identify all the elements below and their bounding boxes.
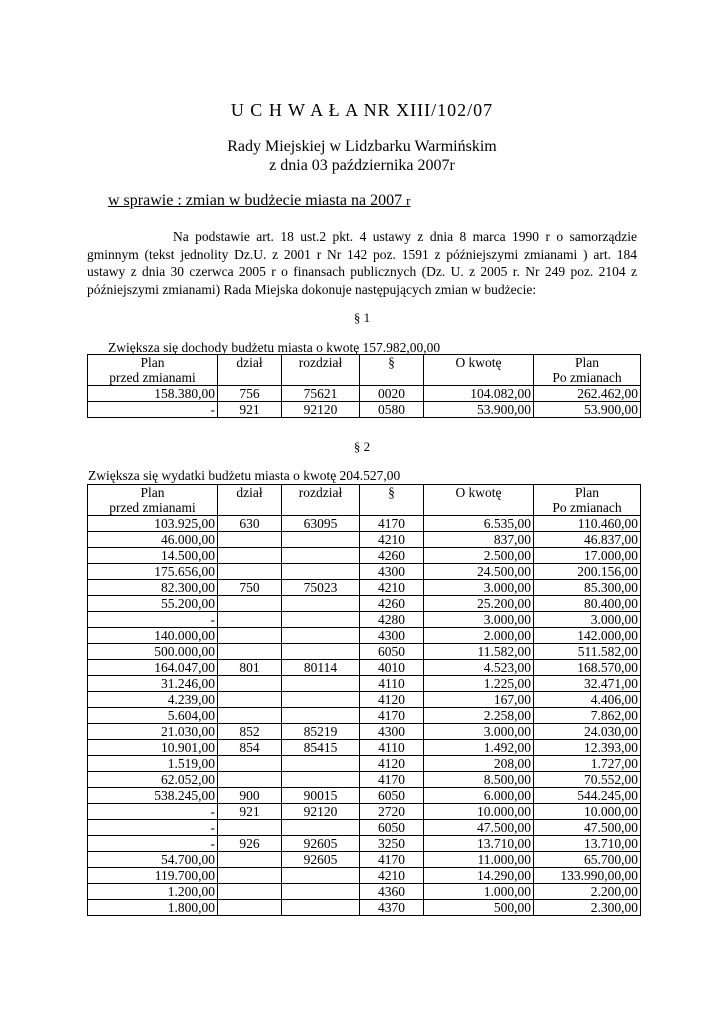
amount-cell: 53.900,00 [424,402,534,418]
plan-before-cell: 54.700,00 [88,852,218,868]
rozdzial-cell [282,628,360,644]
table-row [88,596,641,612]
dzial-cell [218,628,282,644]
table-row [88,692,641,708]
plan-before-cell: - [88,836,218,852]
legal-basis-paragraph: Na podstawie art. 18 ust.2 pkt. 4 ustawy z dnia 8 marca 1990 r o samorządzie gminnym (tekst jednolity Dz.U. z 2001 r Nr 142 poz. 1591 z późniejszymi zmianami ) art. 184 ustawy z dnia 30 czerwca 2005 r o finansach publicznych (Dz. U. z 2005 r. Nr 249 poz. 2104 z późniejszymi zmianami) Rada Miejska dokonuje następujących zmian w budżecie: [87,229,637,297]
amount-cell: 3.000,00 [424,612,534,628]
income-table [87,354,641,418]
plan-after-cell: 80.400,00 [534,596,641,612]
table-row [88,804,641,820]
expenses-table [87,484,641,916]
dzial-cell: 854 [218,740,282,756]
rozdzial-cell [282,612,360,628]
plan-after-cell: 3.000,00 [534,612,641,628]
table-row [88,868,641,884]
table-row [88,756,641,772]
header-plan-after-sub: Po zmianach [534,370,641,386]
amount-cell: 167,00 [424,692,534,708]
plan-before-cell: 1.800,00 [88,900,218,916]
council-name: Rady Miejskiej w Lidzbarku Warmińskim [227,138,497,155]
plan-before-cell: 82.300,00 [88,580,218,596]
dzial-cell: 900 [218,788,282,804]
paragraph-cell: 4170 [360,516,424,532]
header-kwota: O kwotę [424,485,534,501]
paragraph-cell: 4370 [360,900,424,916]
plan-before-cell: - [88,402,218,418]
header-rozdzial: rozdział [282,485,360,501]
paragraph-cell: 4120 [360,756,424,772]
plan-after-cell: 24.030,00 [534,724,641,740]
dzial-cell: 921 [218,402,282,418]
amount-cell: 4.523,00 [424,660,534,676]
paragraph-cell: 4210 [360,580,424,596]
plan-after-cell: 85.300,00 [534,580,641,596]
paragraph-cell: 6050 [360,788,424,804]
rozdzial-cell: 92120 [282,402,360,418]
plan-after-cell: 17.000,00 [534,548,641,564]
plan-before-cell: - [88,820,218,836]
plan-before-cell: 500.000,00 [88,644,218,660]
plan-before-cell: 4.239,00 [88,692,218,708]
paragraph-cell: 3250 [360,836,424,852]
rozdzial-cell [282,596,360,612]
rozdzial-cell [282,676,360,692]
paragraph-cell: 4110 [360,740,424,756]
plan-after-cell: 262.462,00 [534,386,641,402]
table-row [88,788,641,804]
amount-cell: 1.225,00 [424,676,534,692]
plan-before-cell: 103.925,00 [88,516,218,532]
dzial-cell [218,548,282,564]
section-1-heading: § 1 [353,310,371,325]
amount-cell: 2.258,00 [424,708,534,724]
amount-cell: 1.492,00 [424,740,534,756]
income-caption: Zwiększa się dochody budżetu miasta o kwotę 157.982,00,00 [108,340,441,355]
rozdzial-cell: 92120 [282,804,360,820]
plan-before-cell: 10.901,00 [88,740,218,756]
table-row [88,660,641,676]
dzial-cell [218,676,282,692]
table-row [88,724,641,740]
paragraph-cell: 4300 [360,628,424,644]
plan-before-cell: 140.000,00 [88,628,218,644]
plan-after-cell: 53.900,00 [534,402,641,418]
plan-before-cell: - [88,612,218,628]
rozdzial-cell: 90015 [282,788,360,804]
plan-after-cell: 2.300,00 [534,900,641,916]
plan-before-cell: 119.700,00 [88,868,218,884]
amount-cell: 2.500,00 [424,548,534,564]
table-row [88,564,641,580]
dzial-cell: 801 [218,660,282,676]
amount-cell: 14.290,00 [424,868,534,884]
header-plan-sub: przed zmianami [88,500,218,516]
rozdzial-cell: 92605 [282,836,360,852]
paragraph-cell: 4360 [360,884,424,900]
plan-before-cell: 538.245,00 [88,788,218,804]
rozdzial-cell: 92605 [282,852,360,868]
amount-cell: 3.000,00 [424,580,534,596]
amount-cell: 10.000,00 [424,804,534,820]
plan-before-cell: 55.200,00 [88,596,218,612]
plan-after-cell: 12.393,00 [534,740,641,756]
header-kwota: O kwotę [424,355,534,371]
plan-after-cell: 32.471,00 [534,676,641,692]
amount-cell: 11.582,00 [424,644,534,660]
plan-after-cell: 511.582,00 [534,644,641,660]
plan-before-cell: 5.604,00 [88,708,218,724]
plan-after-cell: 200.156,00 [534,564,641,580]
dzial-cell [218,596,282,612]
table-row [88,740,641,756]
table-row [88,836,641,852]
amount-cell: 25.200,00 [424,596,534,612]
dzial-cell [218,612,282,628]
plan-after-cell: 2.200,00 [534,884,641,900]
dzial-cell [218,756,282,772]
plan-after-cell: 1.727,00 [534,756,641,772]
plan-after-cell: 46.837,00 [534,532,641,548]
plan-before-cell: 46.000,00 [88,532,218,548]
amount-cell: 837,00 [424,532,534,548]
amount-cell: 208,00 [424,756,534,772]
amount-cell: 6.535,00 [424,516,534,532]
resolution-subject [108,192,410,210]
dzial-cell [218,532,282,548]
header-plan-after: Plan [534,485,641,501]
paragraph-cell: 0580 [360,402,424,418]
plan-after-cell: 70.552,00 [534,772,641,788]
rozdzial-cell [282,692,360,708]
table-row [88,884,641,900]
plan-before-cell: 14.500,00 [88,548,218,564]
plan-after-cell: 65.700,00 [534,852,641,868]
dzial-cell [218,820,282,836]
rozdzial-cell [282,532,360,548]
dzial-cell [218,708,282,724]
dzial-cell: 630 [218,516,282,532]
plan-before-cell: 164.047,00 [88,660,218,676]
plan-before-cell: 1.519,00 [88,756,218,772]
header-plan-sub: przed zmianami [88,370,218,386]
rozdzial-cell [282,820,360,836]
paragraph-cell: 6050 [360,644,424,660]
paragraph-cell: 4170 [360,852,424,868]
header-rozdzial: rozdział [282,355,360,371]
header-plan: Plan [88,485,218,501]
plan-before-cell: 31.246,00 [88,676,218,692]
paragraph-cell: 0020 [360,386,424,402]
rozdzial-cell: 85219 [282,724,360,740]
amount-cell: 3.000,00 [424,724,534,740]
dzial-cell [218,772,282,788]
table-row [88,548,641,564]
section-2-heading: § 2 [353,439,371,454]
subject-text: w sprawie : zmian w budżecie miasta na 2007 [108,192,403,209]
plan-after-cell: 10.000,00 [534,804,641,820]
resolution-title: U C H W A Ł A NR XIII/102/07 [230,100,494,120]
table-row [88,644,641,660]
plan-after-cell: 544.245,00 [534,788,641,804]
paragraph-cell: 4110 [360,676,424,692]
paragraph-cell: 4300 [360,724,424,740]
amount-cell: 8.500,00 [424,772,534,788]
amount-cell: 24.500,00 [424,564,534,580]
rozdzial-cell: 63095 [282,516,360,532]
expenses-caption: Zwiększa się wydatki budżetu miasta o kwotę 204.527,00 [88,468,401,483]
paragraph-cell: 4260 [360,596,424,612]
table-row [88,852,641,868]
amount-cell: 2.000,00 [424,628,534,644]
plan-before-cell: 1.200,00 [88,884,218,900]
table-row [88,402,641,418]
rozdzial-cell: 75023 [282,580,360,596]
header-dzial: dział [218,355,282,371]
amount-cell: 47.500,00 [424,820,534,836]
table-row [88,708,641,724]
dzial-cell [218,884,282,900]
rozdzial-cell [282,868,360,884]
plan-after-cell: 7.862,00 [534,708,641,724]
plan-after-cell: 168.570,00 [534,660,641,676]
amount-cell: 13.710,00 [424,836,534,852]
amount-cell: 500,00 [424,900,534,916]
plan-after-cell: 13.710,00 [534,836,641,852]
dzial-cell [218,564,282,580]
subject-suffix: r [406,193,411,208]
dzial-cell [218,692,282,708]
paragraph-cell: 6050 [360,820,424,836]
table-row [88,516,641,532]
table-row [88,900,641,916]
dzial-cell: 750 [218,580,282,596]
table-row [88,532,641,548]
paragraph-cell: 4120 [360,692,424,708]
plan-before-cell: 62.052,00 [88,772,218,788]
amount-cell: 104.082,00 [424,386,534,402]
rozdzial-cell [282,564,360,580]
rozdzial-cell [282,756,360,772]
dzial-cell [218,852,282,868]
table-row [88,676,641,692]
dzial-cell [218,644,282,660]
plan-after-cell: 142.000,00 [534,628,641,644]
paragraph-cell: 4210 [360,532,424,548]
paragraph-cell: 4170 [360,772,424,788]
table-header-row [88,355,641,371]
dzial-cell: 921 [218,804,282,820]
header-paragraph: § [360,355,424,371]
plan-after-cell: 110.460,00 [534,516,641,532]
header-plan-after-sub: Po zmianach [534,500,641,516]
dzial-cell: 852 [218,724,282,740]
rozdzial-cell: 85415 [282,740,360,756]
header-plan-after: Plan [534,355,641,371]
paragraph-cell: 4280 [360,612,424,628]
rozdzial-cell [282,644,360,660]
table-row [88,772,641,788]
table-row [88,628,641,644]
header-dzial: dział [218,485,282,501]
paragraph-cell: 4260 [360,548,424,564]
amount-cell: 6.000,00 [424,788,534,804]
plan-after-cell: 4.406,00 [534,692,641,708]
resolution-date: z dnia 03 października 2007r [269,157,455,174]
plan-before-cell: 158.380,00 [88,386,218,402]
table-row [88,612,641,628]
rozdzial-cell: 80114 [282,660,360,676]
rozdzial-cell: 75621 [282,386,360,402]
dzial-cell [218,868,282,884]
plan-before-cell: 175.656,00 [88,564,218,580]
paragraph-cell: 4210 [360,868,424,884]
rozdzial-cell [282,884,360,900]
plan-before-cell: - [88,804,218,820]
paragraph-cell: 4300 [360,564,424,580]
dzial-cell [218,900,282,916]
paragraph-cell: 4010 [360,660,424,676]
header-paragraph: § [360,485,424,501]
plan-after-cell: 133.990,00,00 [534,868,641,884]
plan-before-cell: 21.030,00 [88,724,218,740]
table-row [88,580,641,596]
dzial-cell: 926 [218,836,282,852]
table-header-row [88,485,641,501]
table-row [88,820,641,836]
rozdzial-cell [282,900,360,916]
plan-after-cell: 47.500,00 [534,820,641,836]
header-plan: Plan [88,355,218,371]
amount-cell: 1.000,00 [424,884,534,900]
paragraph-cell: 4170 [360,708,424,724]
table-header-row-2 [88,370,641,386]
paragraph-cell: 2720 [360,804,424,820]
amount-cell: 11.000,00 [424,852,534,868]
rozdzial-cell [282,772,360,788]
rozdzial-cell [282,548,360,564]
table-header-row-2 [88,500,641,516]
table-row [88,386,641,402]
rozdzial-cell [282,708,360,724]
dzial-cell: 756 [218,386,282,402]
